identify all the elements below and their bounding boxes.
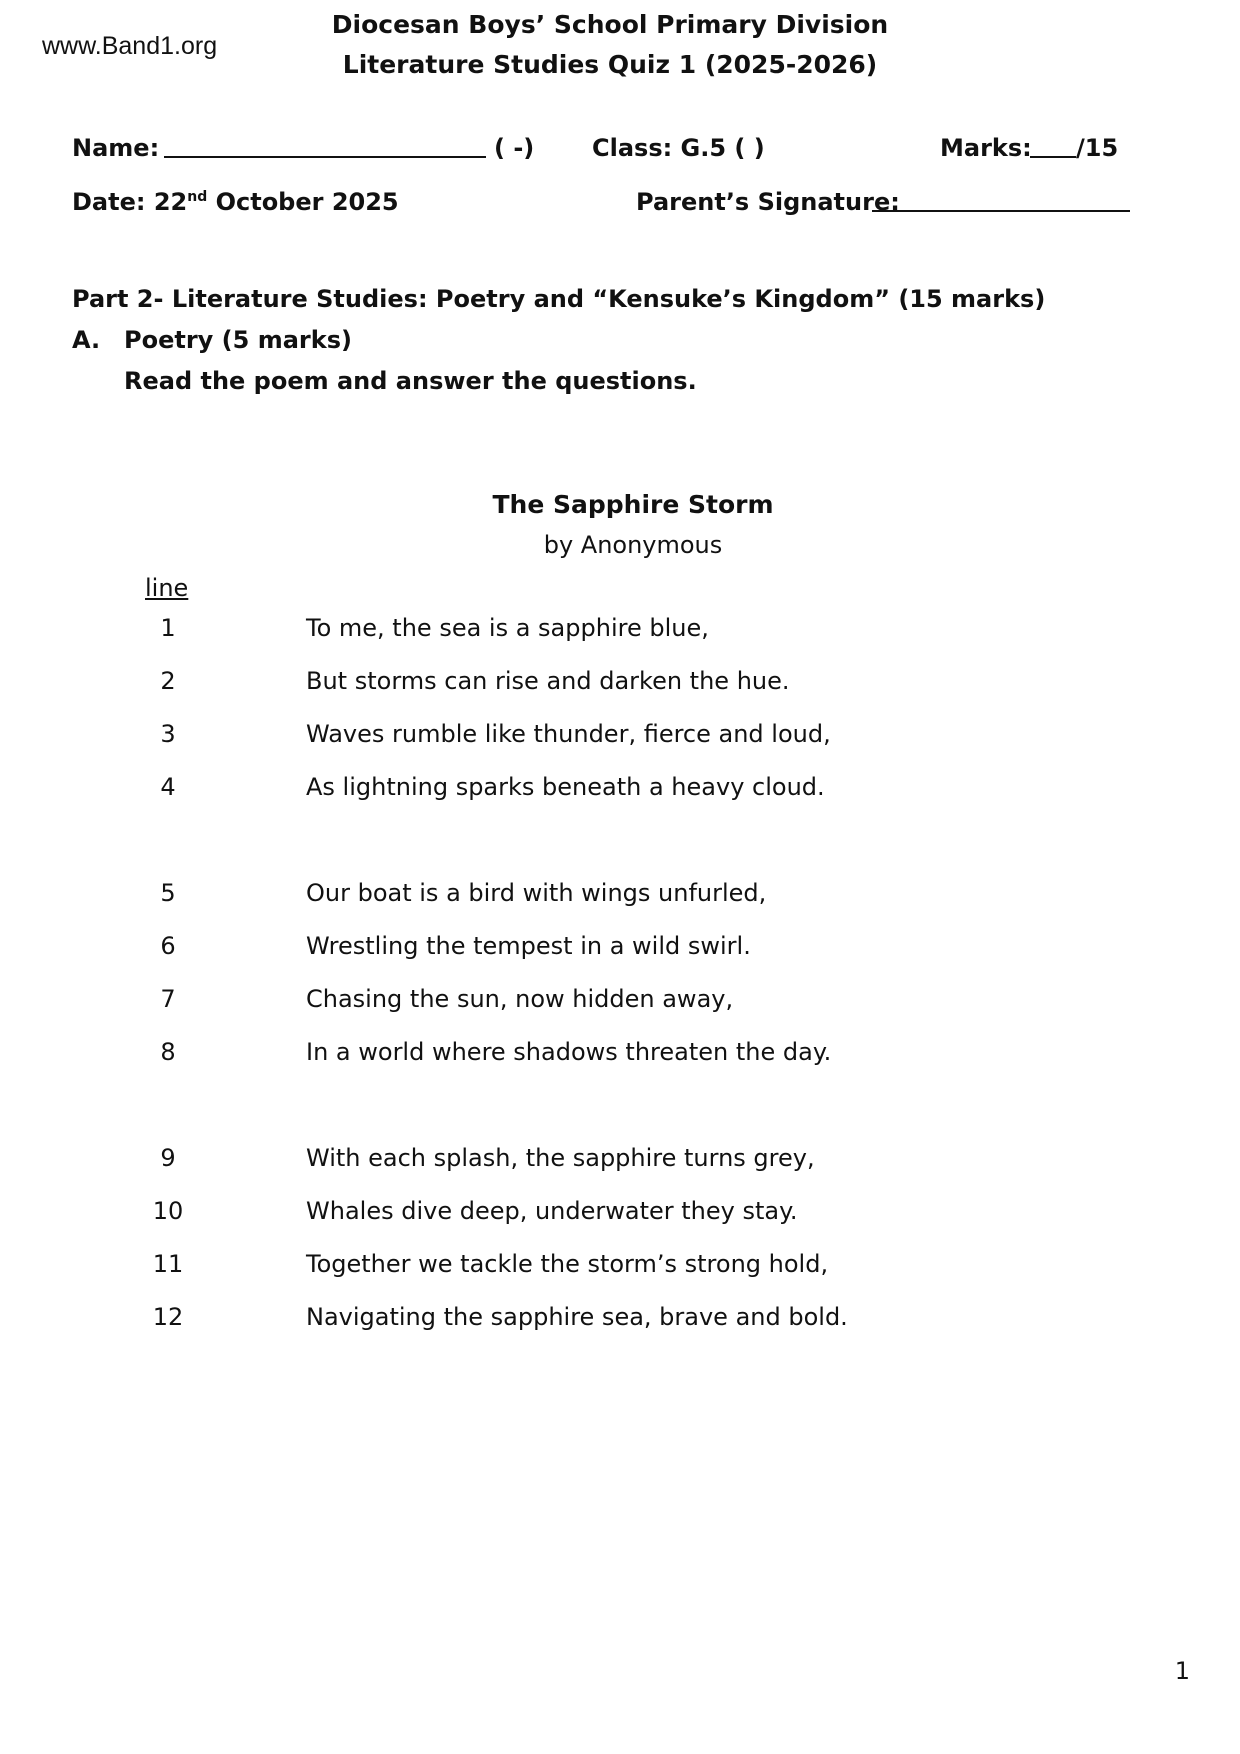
poem-line: With each splash, the sapphire turns grey,	[306, 1144, 815, 1172]
line-number: 7	[160, 985, 176, 1013]
page-number: 1	[1174, 1657, 1190, 1685]
section-a-letter: A.	[72, 326, 101, 354]
line-number: 9	[160, 1144, 176, 1172]
class-number-bracket: ( -)	[494, 134, 535, 162]
date-line	[72, 188, 399, 216]
website-watermark: www.Band1.org	[42, 32, 218, 60]
signature-label: Parent’s Signature:	[636, 188, 900, 216]
line-number: 2	[160, 667, 176, 695]
section-a-title: Poetry (5 marks)	[124, 326, 352, 354]
line-column-header: line	[145, 574, 189, 602]
part-heading: Part 2- Literature Studies: Poetry and “Kensuke’s Kingdom” (15 marks)	[72, 285, 1046, 313]
date-rest: October 2025	[207, 188, 399, 216]
poem-line: Together we tackle the storm’s strong hold,	[306, 1250, 829, 1278]
poem-line: Waves rumble like thunder, fierce and loud,	[306, 720, 831, 748]
line-number: 6	[160, 932, 176, 960]
poem-line: To me, the sea is a sapphire blue,	[306, 614, 709, 642]
poem-author: by Anonymous	[543, 531, 723, 559]
date-day: 22	[153, 188, 188, 216]
poem-line: Wrestling the tempest in a wild swirl.	[306, 932, 751, 960]
line-number: 4	[160, 773, 176, 801]
quiz-title: Literature Studies Quiz 1 (2025-2026)	[342, 50, 878, 79]
line-number: 8	[160, 1038, 176, 1066]
name-label: Name:	[72, 134, 160, 162]
poem-title: The Sapphire Storm	[492, 490, 774, 519]
instruction-text: Read the poem and answer the questions.	[124, 367, 697, 395]
name-field[interactable]	[164, 134, 486, 162]
school-name: Diocesan Boys’ School Primary Division	[331, 10, 889, 39]
marks-label: Marks:	[940, 134, 1032, 162]
line-number: 1	[160, 614, 176, 642]
poem-line: Our boat is a bird with wings unfurled,	[306, 879, 767, 907]
poem-line: Whales dive deep, underwater they stay.	[306, 1197, 798, 1225]
poem-line: Navigating the sapphire sea, brave and bold.	[306, 1303, 848, 1331]
marks-field[interactable]	[1030, 134, 1076, 162]
line-number: 5	[160, 879, 176, 907]
line-number: 11	[152, 1250, 184, 1278]
line-number: 3	[160, 720, 176, 748]
marks-total: /15	[1076, 134, 1119, 162]
date-suffix: nd	[187, 189, 208, 205]
line-number: 12	[152, 1303, 184, 1331]
signature-field[interactable]	[872, 188, 1130, 216]
poem-line: But storms can rise and darken the hue.	[306, 667, 790, 695]
class-label: Class: G.5 ( )	[592, 134, 765, 162]
poem-line: In a world where shadows threaten the day.	[306, 1038, 832, 1066]
poem-line: As lightning sparks beneath a heavy cloud.	[306, 773, 825, 801]
date-label: Date:	[72, 188, 154, 216]
poem-line: Chasing the sun, now hidden away,	[306, 985, 734, 1013]
line-number: 10	[152, 1197, 184, 1225]
